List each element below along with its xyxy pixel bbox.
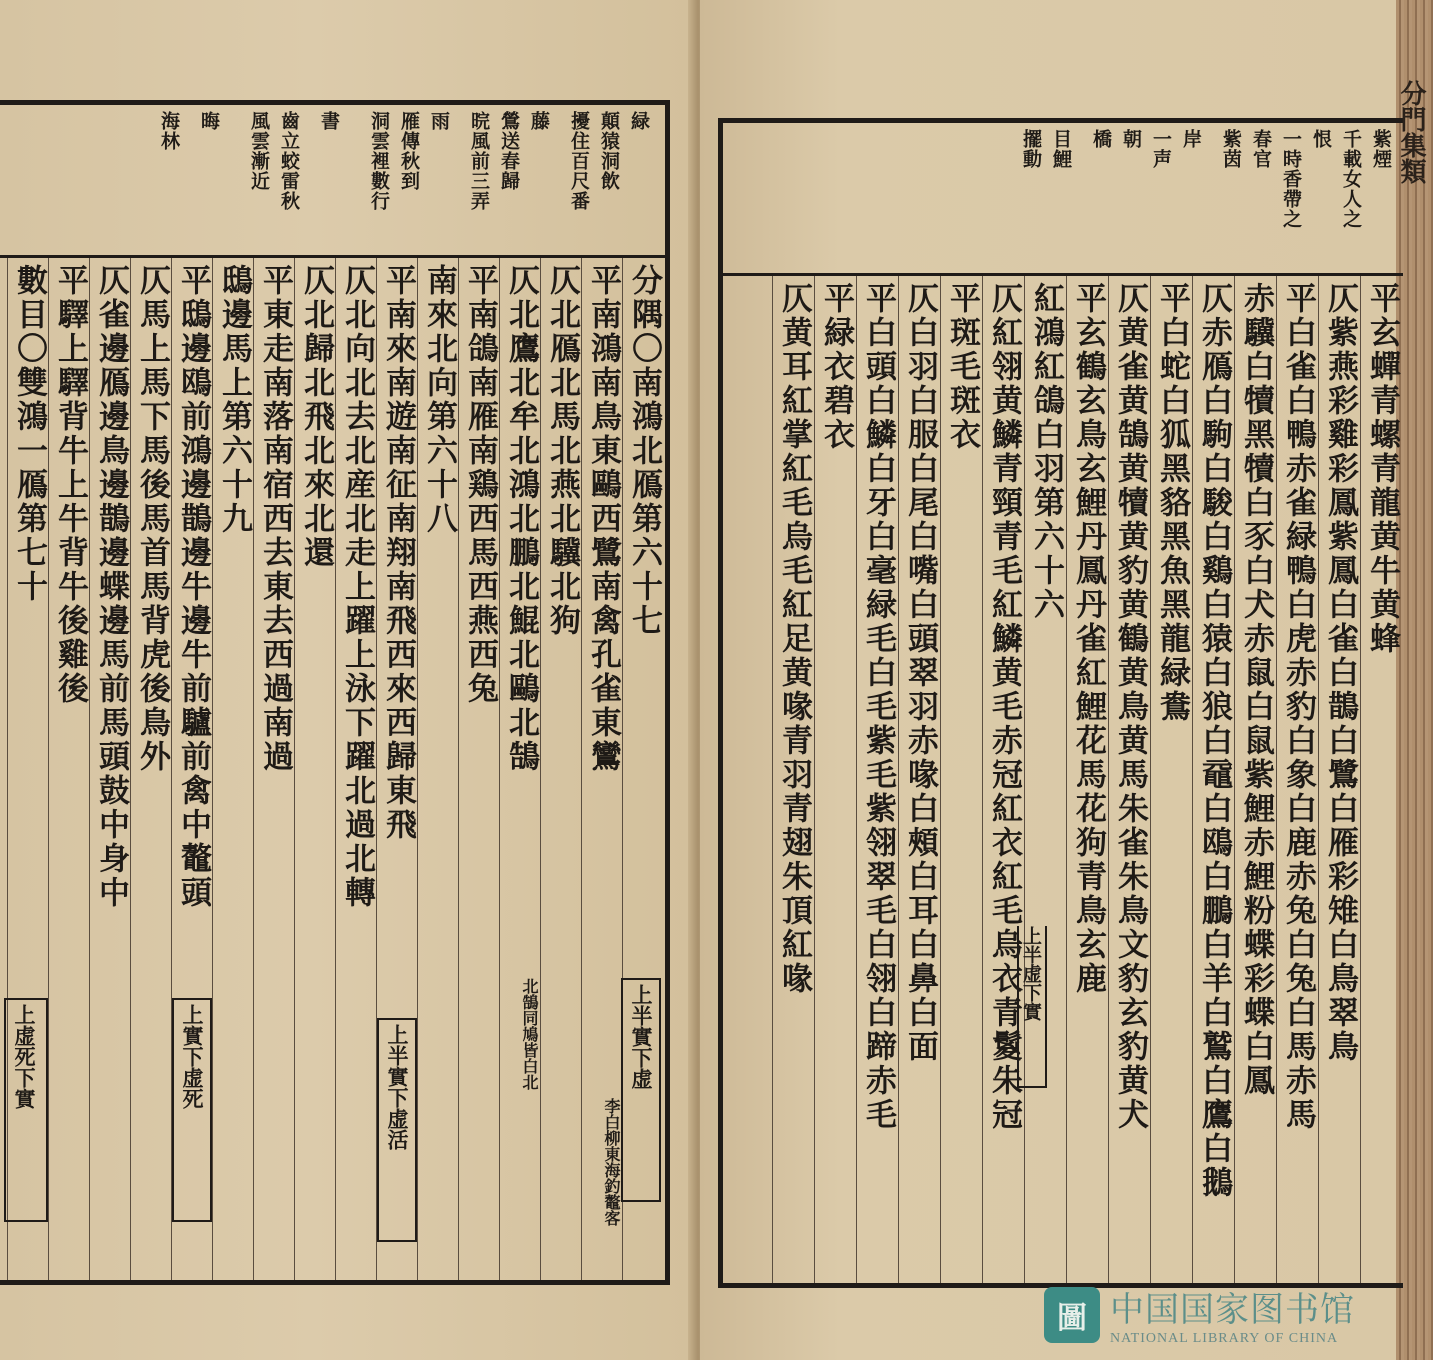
text-column: 仄北鴈北馬北燕北驥北狗 <box>540 258 581 1280</box>
watermark-text <box>1110 1282 1355 1347</box>
tag-box: 上半虚下實 <box>1017 926 1047 1088</box>
text-column: 平玄蟬青螺青龍黄牛黄蜂 <box>1360 276 1401 1283</box>
text-column: 平東走南落南宿西去東去西過南過 <box>253 258 294 1280</box>
note-column: 顛猿洞飲 <box>598 111 620 191</box>
right-text-columns <box>723 276 1403 1283</box>
text-column: 仄雀邊鴈邊鳥邊鵲邊蝶邊馬前馬頭鼓中身中 <box>89 258 130 1280</box>
note-column: 緑 <box>628 111 650 131</box>
left-page-frame <box>0 100 670 1285</box>
note-column: 橋 <box>1090 129 1112 149</box>
text-column: 仄馬上馬下馬後馬首馬背虎後鳥外 <box>130 258 171 1280</box>
left-note-band <box>0 105 665 258</box>
text-column: 鴟邊馬上第六十九 <box>212 258 253 1280</box>
note-column: 春官 <box>1250 129 1272 169</box>
right-note-band <box>723 123 1403 276</box>
tag-box: 上虚死下實 <box>4 998 48 1222</box>
text-column: 仄白羽白服白尾白嘴白頭翠羽赤喙白頰白耳白鼻白面 <box>898 276 939 1283</box>
note-column: 擾住百尺番 <box>568 111 590 211</box>
text-column: 平驛上驛背牛上牛背牛後雞後 <box>48 258 89 1280</box>
note-column: 千載女人之 <box>1340 129 1362 229</box>
text-column: 仄紅翎黄鱗青頸青毛紅鱗黄毛赤冠紅衣紅毛烏衣青鬉朱冠 <box>982 276 1023 1283</box>
text-column: 赤驥白犢黑犢白豕白犬赤鼠白鼠紫鯉赤鯉粉蝶彩蝶白鳳 <box>1234 276 1275 1283</box>
right-page-frame <box>718 118 1403 1288</box>
text-column: 仄黄耳紅掌紅毛烏毛紅足黄喙青羽青翅朱頂紅喙 <box>772 276 813 1283</box>
note-column: 岸 <box>1180 129 1202 149</box>
small-annotation: 李白柳東海釣鼇客 <box>602 1098 621 1226</box>
text-column: 仄赤鴈白駒白駿白鷄白猿白狼白黿白鴎白鵬白羊白鷲白鷹白鵝 <box>1192 276 1233 1283</box>
tag-box: 上半實下虚活 <box>377 1018 417 1242</box>
note-column: 一時香帶之 <box>1280 129 1302 229</box>
text-column: 數目〇雙鴻一鴈第七十 <box>7 258 48 1280</box>
text-column: 平白頭白鱗白牙白毫緑毛白毛紫毛紫翎翠毛白翎白蹄赤毛 <box>856 276 897 1283</box>
note-column: 紫茵 <box>1220 129 1242 169</box>
text-column: 平白蛇白狐黑貉黑魚黑龍緑鴦 <box>1150 276 1191 1283</box>
tag-box: 上實下虚死 <box>172 998 212 1222</box>
note-column: 風雲漸近 <box>248 111 270 191</box>
note-column: 朝 <box>1120 129 1142 149</box>
note-column: 晦 <box>198 111 220 131</box>
note-column: 洞雲裡數行 <box>368 111 390 211</box>
note-column: 雁傳秋到 <box>398 111 420 191</box>
watermark-chinese: 中国国家图书馆 <box>1110 1290 1355 1330</box>
note-column: 紫煙 <box>1370 129 1392 169</box>
note-column: 恨 <box>1310 129 1332 149</box>
text-column: 仄北歸北飛北來北還 <box>294 258 335 1280</box>
text-column: 平鴟邊鴎前鴻邊鵲邊牛邊牛前驢前禽中鼇頭 <box>171 258 212 1280</box>
text-column: 平白雀白鴨赤雀緑鴨白虎赤豹白象白鹿赤兔白兔白馬赤馬 <box>1276 276 1317 1283</box>
text-column: 紅鴻紅鴿白羽第六十六 <box>1024 276 1065 1283</box>
small-annotation: 北鵠同鳩皆白北 <box>520 978 539 1090</box>
running-head: 分門集類 <box>1396 80 1426 184</box>
text-column: 仄北鷹北牟北鴻北鵬北鯤北鷗北鵠 <box>499 258 540 1280</box>
text-column: 平玄鶴玄鳥玄鯉丹鳳丹雀紅鯉花馬花狗青鳥玄鹿 <box>1066 276 1107 1283</box>
note-column: 擺動 <box>1020 129 1042 169</box>
note-column: 書 <box>318 111 340 131</box>
library-watermark <box>1044 1282 1355 1347</box>
text-column: 平斑毛斑衣 <box>940 276 981 1283</box>
tag-box: 上半實下虚 <box>621 978 661 1202</box>
text-column: 仄北向北去北産北走上躍上泳下躍北過北轉 <box>335 258 376 1280</box>
text-column: 平南鴿南雁南鶏西馬西燕西兔 <box>458 258 499 1280</box>
note-column: 晥風前三弄 <box>468 111 490 211</box>
text-column: 分隅〇南鴻北鴈第六十七 <box>622 258 663 1280</box>
text-column: 平緑衣碧衣 <box>814 276 855 1283</box>
text-column: 平南鴻南鳥東鷗西鷺南禽孔雀東鸞 <box>581 258 622 1280</box>
text-column: 仄紫燕彩雞彩鳳紫鳳白雀白鵲白鷺白雁彩雉白鳥翠鳥 <box>1318 276 1359 1283</box>
note-column: 鶯送春歸 <box>498 111 520 191</box>
watermark-english: NATIONAL LIBRARY OF CHINA <box>1110 1331 1339 1346</box>
note-column: 海林 <box>158 111 180 151</box>
text-column: 南來北向第六十八 <box>417 258 458 1280</box>
text-column: 平南來南遊南征南翔南飛西來西歸東飛 <box>376 258 417 1280</box>
note-column: 雨 <box>428 111 450 131</box>
library-seal-icon: 圖 <box>1044 1287 1100 1343</box>
left-text-columns <box>0 258 665 1280</box>
note-column: 齒立蛟雷秋 <box>278 111 300 211</box>
note-column: 目鯉 <box>1050 129 1072 169</box>
note-column: 一声 <box>1150 129 1172 169</box>
text-column: 仄黄雀黄鵠黄犢黄豹黄鶴黄鳥黄馬朱雀朱鳥文豹玄豹黄犬 <box>1108 276 1149 1283</box>
note-column: 藤 <box>528 111 550 131</box>
